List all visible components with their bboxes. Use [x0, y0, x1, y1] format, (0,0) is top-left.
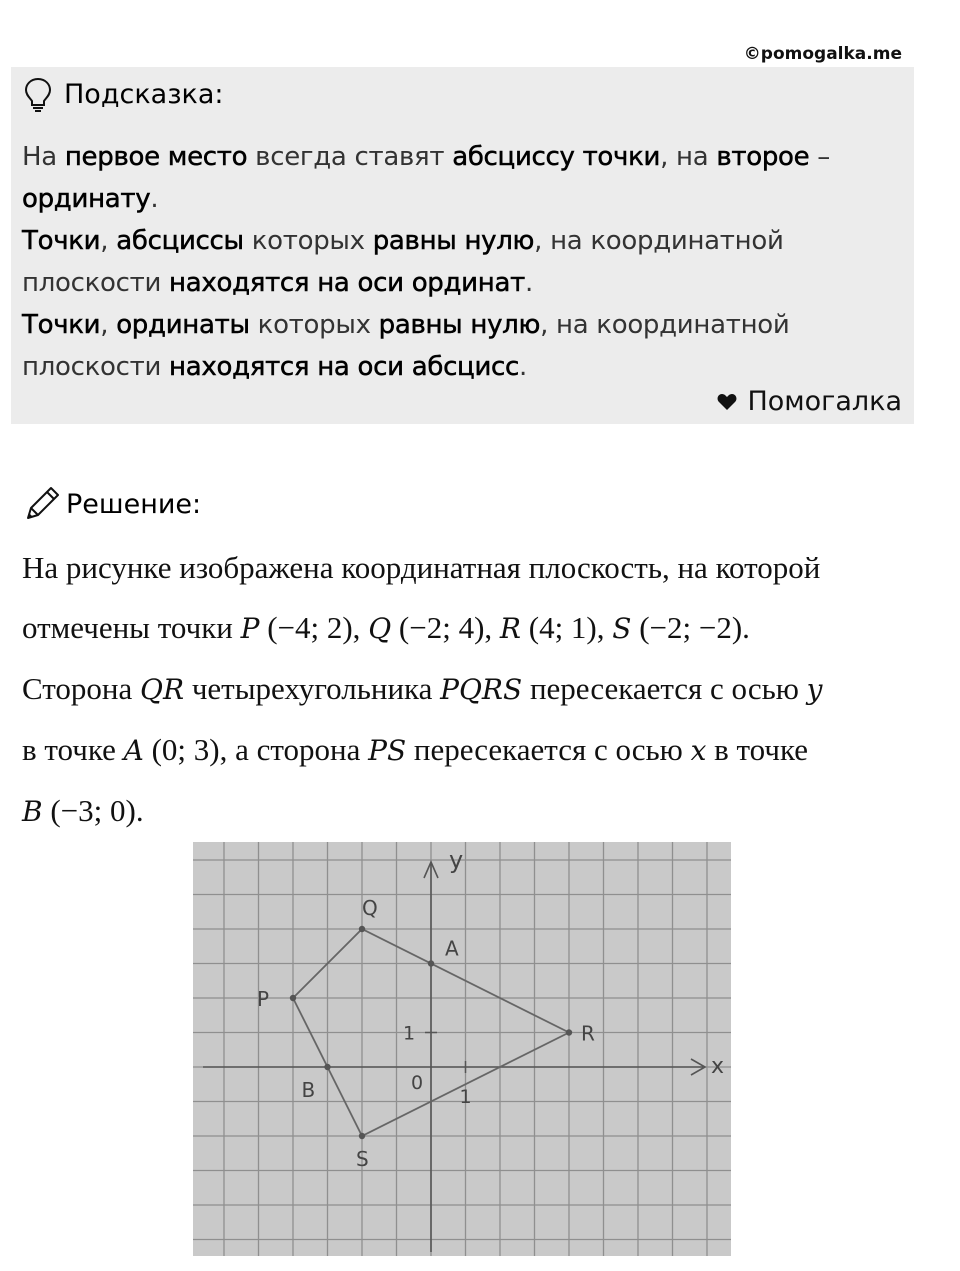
- solution-text: (4; 1),: [521, 610, 613, 645]
- math-var: P: [240, 612, 260, 645]
- point-p: [290, 995, 296, 1001]
- point-b: [324, 1064, 330, 1070]
- solution-text: четырехугольника: [184, 671, 441, 706]
- solution-text: Сторона: [22, 671, 141, 706]
- point-label-q: Q: [362, 896, 378, 920]
- hint-text: , на: [660, 142, 717, 172]
- solution-text: На рисунке изображена координатная плоскость, на которой отмечены точки: [22, 550, 821, 645]
- hint-title: [22, 76, 224, 112]
- hint-emphasis: ординаты: [116, 310, 250, 340]
- hint-line-3: [22, 304, 892, 388]
- math-var: S: [612, 612, 632, 645]
- hint-text: которых: [243, 226, 373, 256]
- lightbulb-icon: [22, 76, 54, 112]
- solution-text: в точке: [706, 732, 808, 767]
- solution-text: пересекается с осью: [406, 732, 691, 767]
- point-q: [359, 926, 365, 932]
- hint-emphasis: равны нулю: [378, 310, 541, 340]
- hint-emphasis: абсциссы: [116, 226, 244, 256]
- solution-title: [22, 484, 201, 524]
- origin-label: 0: [411, 1072, 424, 1094]
- signature-text: Помогалка: [747, 386, 902, 417]
- hint-text: , на координатной плоскости: [22, 310, 790, 382]
- hint-emphasis: Точки: [22, 226, 101, 256]
- point-label-a: A: [445, 936, 459, 961]
- math-var: x: [690, 734, 707, 767]
- hint-signature: [717, 386, 902, 417]
- coordinate-plane: [193, 842, 731, 1256]
- solution-text: пересекается с осью: [522, 671, 807, 706]
- hint-text: .: [519, 352, 528, 382]
- point-r: [566, 1029, 572, 1035]
- hint-emphasis: равны нулю: [372, 226, 535, 256]
- pencil-icon: [22, 484, 62, 524]
- math-var: y: [806, 673, 823, 706]
- hint-text: , на координатной плоскости: [22, 226, 784, 298]
- heart-icon: [717, 393, 737, 411]
- watermark: ©pomogalka.me: [743, 44, 902, 64]
- solution-text: (−2; −2).: [631, 610, 750, 645]
- solution-text: (−4; 2),: [259, 610, 369, 645]
- hint-text: .: [524, 268, 533, 298]
- hint-line-1: [22, 136, 892, 220]
- point-s: [359, 1133, 365, 1139]
- hint-text: ,: [100, 226, 117, 256]
- solution-body: [22, 538, 922, 842]
- hint-text: На: [22, 142, 65, 172]
- point-label-p: P: [257, 987, 270, 1011]
- math-var: Q: [368, 612, 392, 645]
- solution-text: (−3; 0).: [42, 793, 144, 828]
- hint-emphasis: второе: [716, 142, 810, 172]
- hint-emphasis: абсциссу точки: [452, 142, 661, 172]
- solution-title-text: Решение:: [66, 488, 202, 520]
- math-var: PQRS: [440, 673, 523, 706]
- math-var: PS: [368, 734, 407, 767]
- x-axis-label: x: [711, 1054, 725, 1079]
- solution-text: в точке: [22, 732, 124, 767]
- hint-emphasis: Точки: [22, 310, 101, 340]
- point-a: [428, 960, 434, 966]
- hint-emphasis: находятся на оси ординат: [169, 268, 525, 298]
- hint-title-text: Подсказка:: [64, 78, 224, 110]
- math-var: B: [22, 795, 43, 828]
- hint-emphasis: первое место: [64, 142, 248, 172]
- point-label-s: S: [356, 1147, 369, 1171]
- hint-line-2: [22, 220, 892, 304]
- coordinate-plane-figure: [193, 842, 731, 1256]
- x-unit-label: 1: [459, 1086, 472, 1108]
- solution-text: (0; 3), а сторона: [143, 732, 369, 767]
- hint-body: [22, 136, 892, 388]
- hint-text: всегда ставят: [247, 142, 453, 172]
- hint-emphasis: ординату: [22, 184, 151, 214]
- hint-text: .: [150, 184, 159, 214]
- math-var: R: [499, 612, 521, 645]
- y-unit-label: 1: [403, 1022, 416, 1045]
- point-label-b: B: [301, 1078, 316, 1102]
- point-label-r: R: [581, 1021, 595, 1046]
- hint-text: которых: [249, 310, 379, 340]
- hint-text: ,: [100, 310, 117, 340]
- hint-emphasis: находятся на оси абсцисс: [169, 352, 520, 382]
- solution-text: (−2; 4),: [391, 610, 500, 645]
- y-axis-label: y: [449, 846, 464, 874]
- math-var: QR: [140, 673, 185, 706]
- hint-text: –: [809, 142, 830, 172]
- math-var: A: [123, 734, 144, 767]
